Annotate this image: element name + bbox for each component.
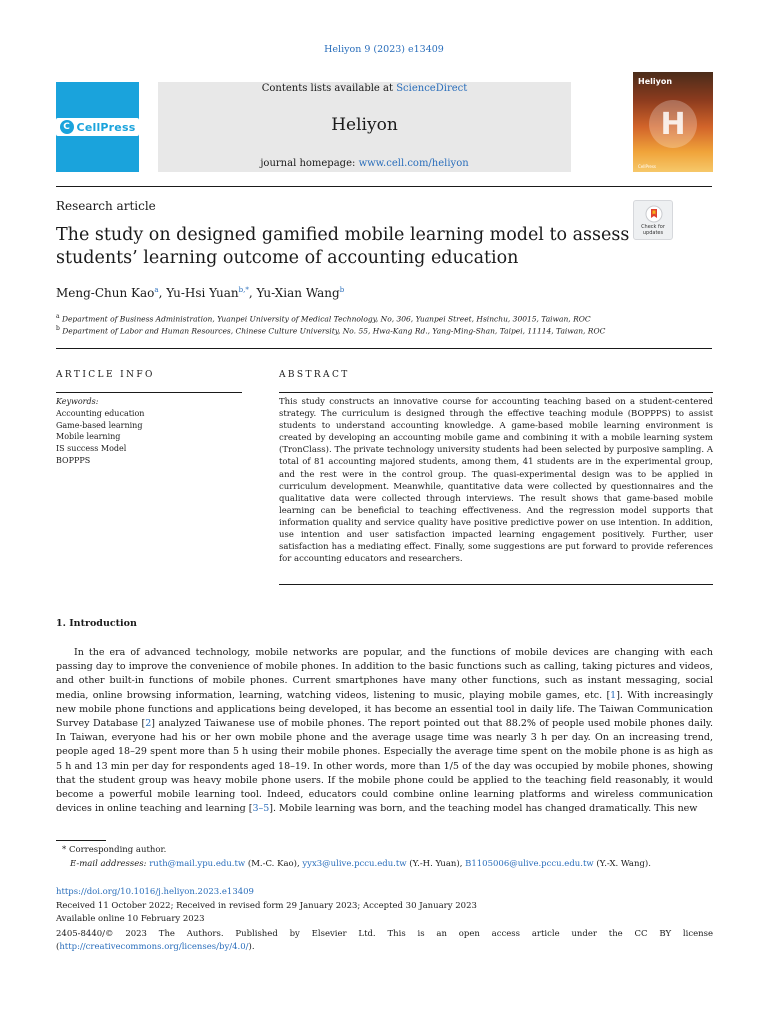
journal-header bbox=[56, 77, 686, 174]
homepage-line: journal homepage: www.cell.com/heliyon bbox=[260, 158, 469, 169]
section-heading-introduction: 1. Introduction bbox=[56, 618, 137, 629]
keyword: Accounting education bbox=[56, 408, 145, 418]
journal-cover-image[interactable] bbox=[633, 72, 713, 172]
keywords-block bbox=[56, 396, 242, 467]
email-addresses: E-mail addresses: ruth@mail.ypu.edu.tw (M.-C. Kao), yyx3@ulive.pccu.edu.tw (Y.-H. Yuan), B1105006@ulive.pccu.edu.tw (Y.-X. Wang). bbox=[70, 859, 651, 869]
email-link[interactable]: yyx3@ulive.pccu.edu.tw bbox=[302, 859, 407, 869]
article-info-heading: ARTICLE INFO bbox=[56, 370, 155, 380]
article-info-divider bbox=[56, 392, 242, 393]
keywords-label: Keywords: bbox=[56, 397, 99, 406]
cover-publisher-logo: CellPress bbox=[638, 164, 657, 169]
available-online-date: Available online 10 February 2023 bbox=[56, 914, 205, 924]
publisher-logo-text: CellPress bbox=[76, 120, 136, 134]
author-name[interactable]: Yu-Xian Wang bbox=[256, 286, 340, 300]
email-link[interactable]: ruth@mail.ypu.edu.tw bbox=[149, 859, 246, 869]
corresponding-author-note: * Corresponding author. bbox=[62, 845, 167, 855]
keyword: IS success Model bbox=[56, 444, 127, 454]
journal-homepage-link[interactable]: www.cell.com/heliyon bbox=[358, 158, 469, 169]
email-label: E-mail addresses: bbox=[70, 859, 147, 869]
affiliation-divider bbox=[56, 348, 712, 349]
contents-line: Contents lists available at ScienceDirect bbox=[261, 83, 468, 94]
doi-link[interactable]: https://doi.org/10.1016/j.heliyon.2023.e13409 bbox=[56, 887, 254, 897]
author-affiliation-mark[interactable]: b bbox=[339, 286, 345, 294]
author-name[interactable]: Meng-Chun Kao bbox=[56, 286, 155, 300]
check-for-updates-button[interactable]: Check for updates bbox=[633, 200, 673, 240]
journal-info-box bbox=[158, 82, 571, 172]
keyword: BOPPPS bbox=[56, 455, 91, 465]
article-title: The study on designed gamified mobile learning model to assess students’ learning outcome of accounting education bbox=[56, 225, 630, 268]
keyword: Mobile learning bbox=[56, 432, 121, 442]
reference-link[interactable]: 1 bbox=[610, 689, 617, 701]
header-divider bbox=[56, 186, 712, 187]
journal-name: Heliyon bbox=[331, 115, 398, 135]
footnote-divider bbox=[56, 840, 106, 841]
introduction-paragraph: In the era of advanced technology, mobile networks are popular, and the functions of mobile devices are changing with each passing day to improve the convenience of mobile phones. In addition to the basic functions such as calling, taking pictures and videos, and other built-in functions of mobile phones. Current smartphones have many other functions, such as instant messaging, social media, online browsing information, learning, watching videos, listening to music, playing mobile games, etc. [1]. With increasingly new mobile phone functions and applications being developed, it has become an essential tool in daily life. The Taiwan Communication Survey Database [2] analyzed Taiwanese use of mobile phones. The report pointed out that 88.2% of people used mobile phones daily. In Taiwan, everyone had his or her own mobile phone and the average usage time was nearly 3 h per day. On an increasing trend, people aged 18–29 spent more than 5 h using their mobile phones. Especially the average time spent on the mobile phone is as high as 5 h and 13 min per day for respondents aged 18–19. In other words, more than 1/5 of the day was occupied by mobile phones, showing that the student group was heavy mobile phone users. If the mobile phone could be applied to the teaching field reasonably, it would become a powerful mobile learning tool. Indeed, educators could combine online learning platforms and wireless communication devices in online teaching and learning [3–5]. Mobile learning was born, and the teaching model has changed dramatically. This new bbox=[56, 647, 713, 815]
affiliation: $^a$ Department of Business Administration, Yuanpei University of Medical Technology, No, 306, Yuanpei Street, Hsinchu, 30015, Taiwan, ROC bbox=[56, 313, 591, 324]
cover-title: Heliyon bbox=[638, 77, 673, 86]
article-type: Research article bbox=[56, 199, 156, 213]
email-link[interactable]: B1105006@ulive.pccu.edu.tw bbox=[465, 859, 594, 869]
author-list: Meng-Chun Kao$^a$, Yu-Hsi Yuan$^{b,*}$, Yu-Xian Wang$^b$ bbox=[56, 286, 345, 300]
reference-link[interactable]: 2 bbox=[145, 718, 152, 730]
author-name[interactable]: Yu-Hsi Yuan bbox=[166, 286, 239, 300]
journal-citation[interactable]: Heliyon 9 (2023) e13409 bbox=[324, 44, 444, 55]
sciencedirect-link[interactable]: ScienceDirect bbox=[396, 83, 468, 94]
author-affiliation-mark[interactable]: b,* bbox=[238, 286, 249, 294]
reference-link[interactable]: 3–5 bbox=[252, 803, 270, 815]
keyword: Game-based learning bbox=[56, 420, 143, 430]
license-statement: 2405-8440/© 2023 The Authors. Published by Elsevier Ltd. This is an open access article under the CC BY license (http://creativecommons.org/licenses/by/4.0/). bbox=[56, 929, 713, 952]
abstract-heading: ABSTRACT bbox=[279, 370, 350, 380]
received-dates: Received 11 October 2022; Received in revised form 29 January 2023; Accepted 30 January 2023 bbox=[56, 901, 477, 911]
cellpress-logo-icon: C bbox=[60, 120, 74, 134]
publisher-logo[interactable] bbox=[56, 82, 139, 172]
license-link[interactable]: http://creativecommons.org/licenses/by/4.0/ bbox=[59, 941, 249, 952]
abstract-text: This study constructs an innovative course for accounting teaching based on a student-centered strategy. The curriculum is designed through the effective teaching module (BOPPPS) to assist students to understand accounting knowledge. A game-based mobile learning environment is created by developing an accounting mobile game and combining it with a mobile learning system (TronClass). The private technology university students had been selected by purposive sampling. A total of 81 accounting majored students, among them, 41 students are in the experimental group, and the rest were in the control group. The quasi-experimental design was to be applied in curriculum development. Meanwhile, quantitative data were collected by questionnaires and the qualitative data were collected through interviews. The result shows that game-based mobile learning can be beneficial to teaching effectiveness. And the regression model supports that information quality and service quality have positive predictive power on use intention. In addition, use intention and user satisfaction impacted learning engagement positively. Further, user satisfaction has a mediating effect. Finally, some suggestions are put forward to provide references for accounting educators and researchers. bbox=[279, 397, 713, 565]
author-affiliation-mark[interactable]: a bbox=[154, 286, 159, 294]
affiliation: $^b$ Department of Labor and Human Resources, Chinese Culture University, No. 55, Hwa-Kang Rd., Yang-Ming-Shan, Taipei, 11114, Taiwan, ROC bbox=[56, 325, 606, 336]
abstract-divider bbox=[279, 392, 713, 393]
bookmark-ribbon-icon bbox=[645, 205, 663, 223]
abstract-bottom-divider bbox=[279, 584, 713, 585]
cover-emblem-icon: H bbox=[649, 100, 697, 148]
